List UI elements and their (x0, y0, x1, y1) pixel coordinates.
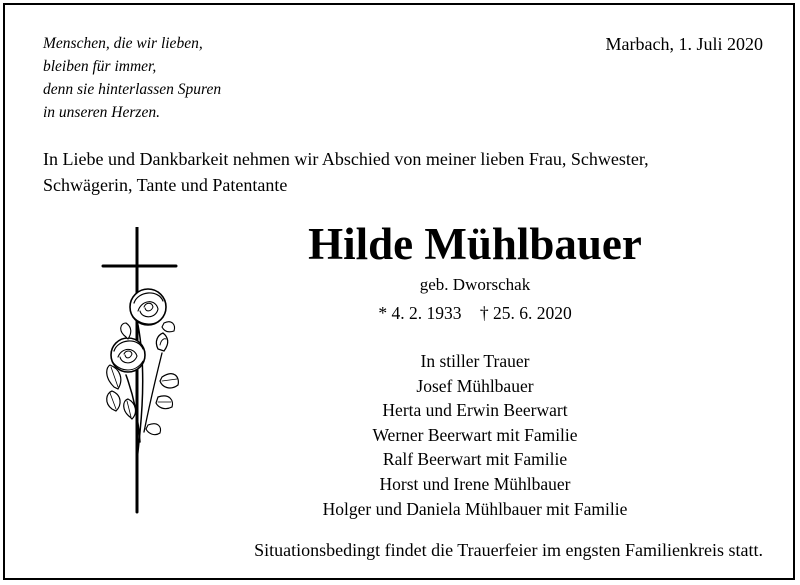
place-date: Marbach, 1. Juli 2020 (605, 34, 763, 54)
deceased-name: Hilde Mühlbauer (308, 219, 642, 269)
intro-text (43, 146, 763, 198)
mourner-entry: Werner Beerwart mit Familie (372, 424, 578, 445)
obituary-card (3, 3, 795, 580)
poem (43, 32, 221, 124)
poem-line: Menschen, die wir lieben, (43, 35, 203, 52)
poem-line: bleiben für immer, (43, 58, 157, 75)
cross-with-roses-icon (100, 227, 190, 517)
closing-note: Situationsbedingt findet die Trauerfeier im engsten Familienkreis statt. (254, 540, 763, 560)
intro-line: In Liebe und Dankbarkeit nehmen wir Abschied von meiner lieben Frau, Schwester, (43, 149, 649, 169)
mourner-entry: Herta und Erwin Beerwart (382, 400, 568, 421)
life-dates (200, 303, 750, 324)
mourner-entry: Ralf Beerwart mit Familie (382, 449, 568, 470)
mourners-list (200, 349, 750, 521)
mourner-entry: Josef Mühlbauer (416, 375, 534, 396)
mourners-heading: In stiller Trauer (420, 351, 530, 371)
death-date: † 25. 6. 2020 (479, 303, 572, 323)
intro-line: Schwägerin, Tante und Patentante (43, 175, 288, 195)
mourner-entry: Holger und Daniela Mühlbauer mit Familie (322, 498, 628, 519)
birth-date: * 4. 2. 1933 (378, 303, 462, 323)
poem-line: in unseren Herzen. (43, 104, 160, 121)
maiden-name: geb. Dworschak (419, 275, 531, 294)
mourner-entry: Horst und Irene Mühlbauer (379, 473, 571, 494)
poem-line: denn sie hinterlassen Spuren (43, 81, 222, 98)
